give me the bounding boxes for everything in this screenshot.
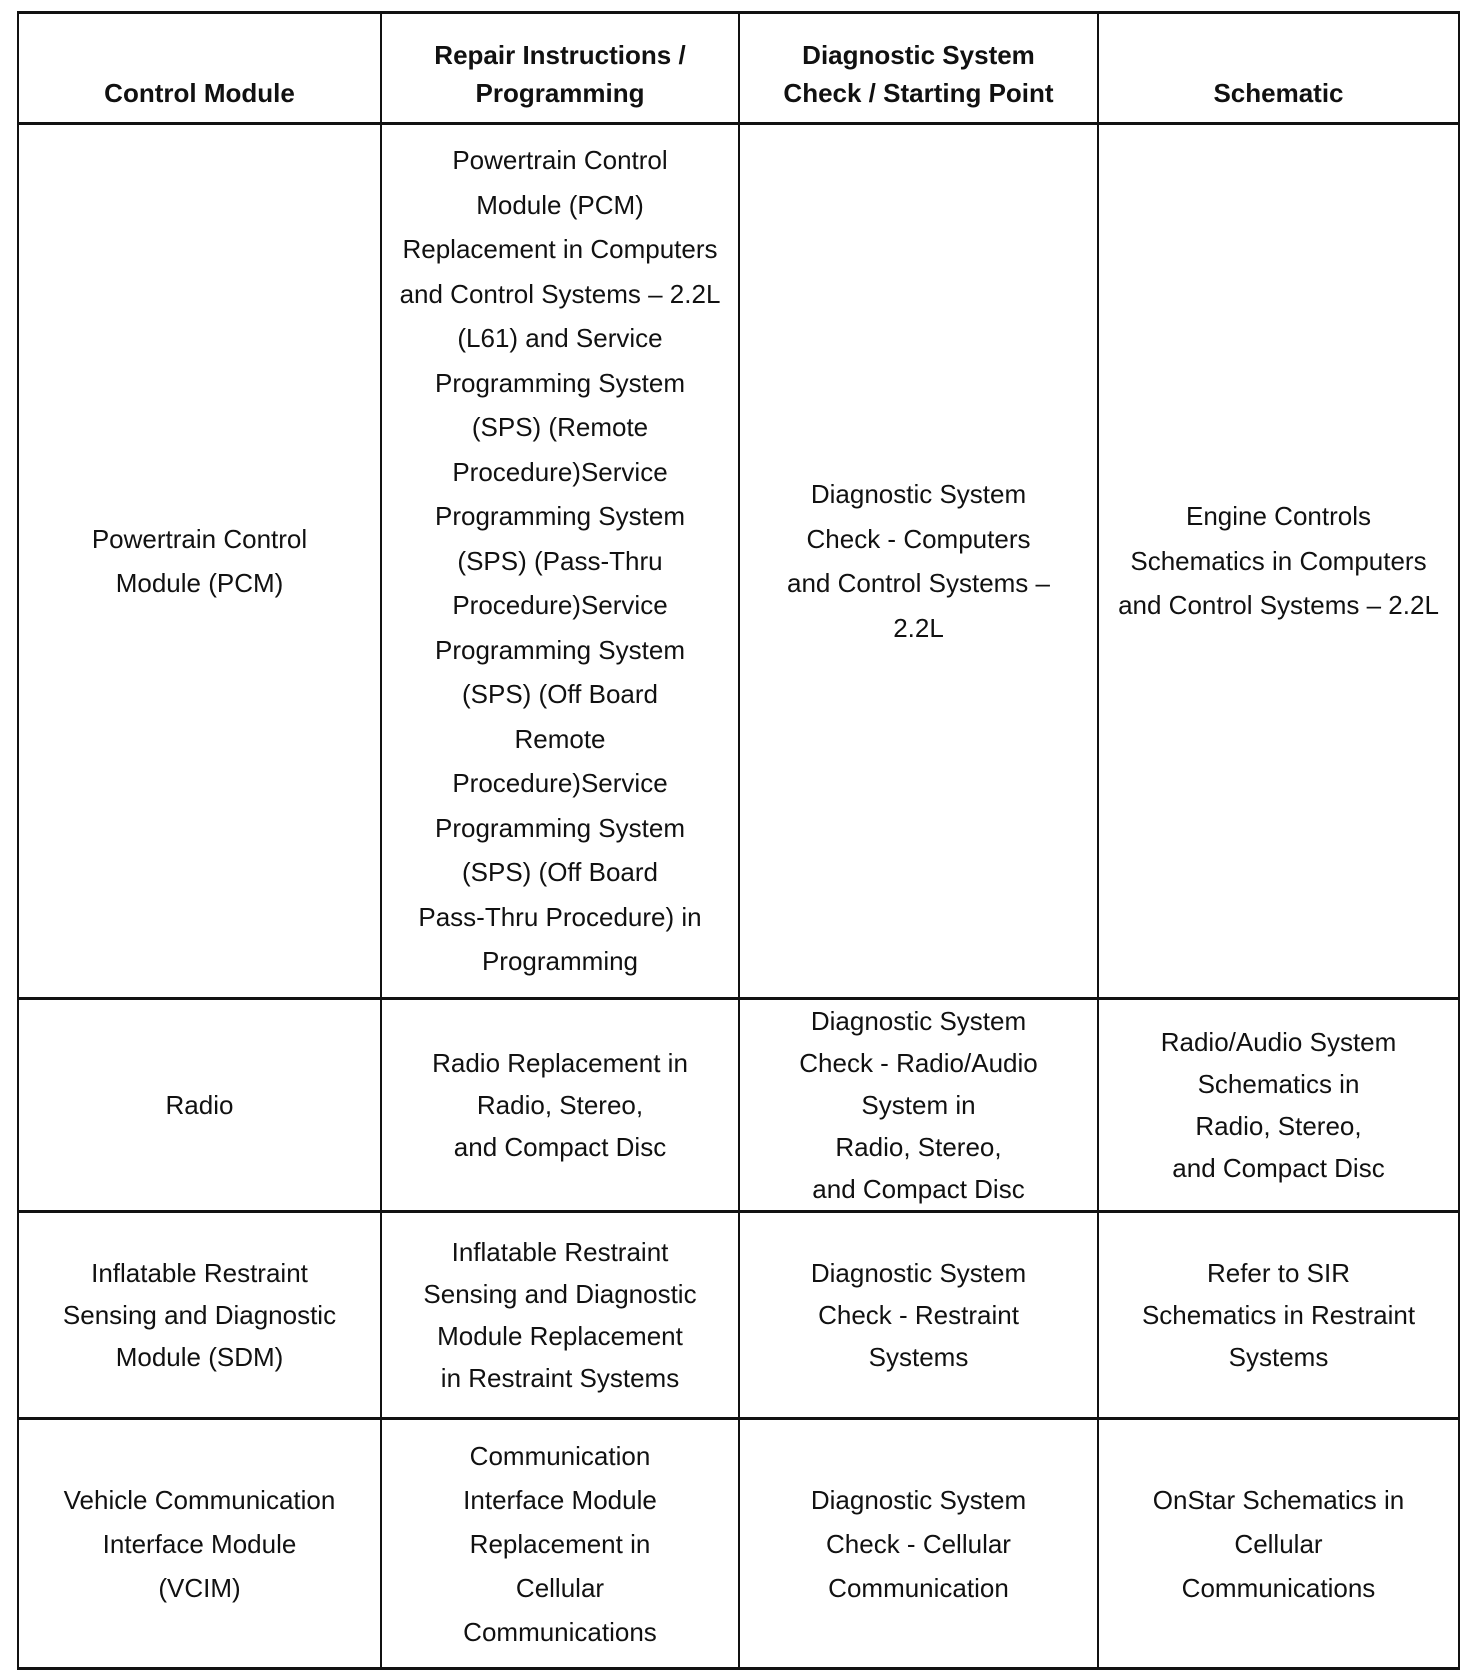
cell-repair: Radio Replacement in Radio, Stereo, and Compact Disc: [381, 999, 739, 1212]
cell-repair: Communication Interface Module Replacement in Cellular Communications: [381, 1419, 739, 1669]
cell-module: Inflatable Restraint Sensing and Diagnostic Module (SDM): [18, 1212, 381, 1419]
header-control-module: Control Module: [18, 13, 381, 124]
cell-diagnostic: Diagnostic System Check - Cellular Communication: [739, 1419, 1098, 1669]
cell-diagnostic: Diagnostic System Check - Radio/Audio System in Radio, Stereo, and Compact Disc: [739, 999, 1098, 1212]
header-repair-instructions: Repair Instructions / Programming: [381, 13, 739, 124]
cell-module: Radio: [18, 999, 381, 1212]
cell-module: Powertrain Control Module (PCM): [18, 124, 381, 999]
cell-schematic: Refer to SIR Schematics in Restraint Systems: [1098, 1212, 1459, 1419]
header-schematic: Schematic: [1098, 13, 1459, 124]
cell-repair: Powertrain Control Module (PCM) Replacement in Computers and Control Systems – 2.2L (L61) and Service Programming System (SPS) (Remote Procedure)Service Programming System (SPS) (Pass-Thru Procedure)Service Programming System (SPS) (Off Board Remote Procedure)Service Programming System (SPS) (Off Board Pass-Thru Procedure) in Programming: [381, 124, 739, 999]
table-row: [18, 1419, 1459, 1669]
cell-repair: Inflatable Restraint Sensing and Diagnostic Module Replacement in Restraint Systems: [381, 1212, 739, 1419]
cell-schematic: Radio/Audio System Schematics in Radio, Stereo, and Compact Disc: [1098, 999, 1459, 1212]
table-row: [18, 999, 1459, 1212]
cell-schematic: Engine Controls Schematics in Computers and Control Systems – 2.2L: [1098, 124, 1459, 999]
control-module-table: [17, 11, 1460, 1670]
header-row: [18, 13, 1459, 124]
cell-module: Vehicle Communication Interface Module (VCIM): [18, 1419, 381, 1669]
cell-diagnostic: Diagnostic System Check - Computers and Control Systems – 2.2L: [739, 124, 1098, 999]
table-row: [18, 124, 1459, 999]
table-row: [18, 1212, 1459, 1419]
cell-schematic: OnStar Schematics in Cellular Communications: [1098, 1419, 1459, 1669]
cell-diagnostic: Diagnostic System Check - Restraint Systems: [739, 1212, 1098, 1419]
header-diagnostic-check: Diagnostic System Check / Starting Point: [739, 13, 1098, 124]
